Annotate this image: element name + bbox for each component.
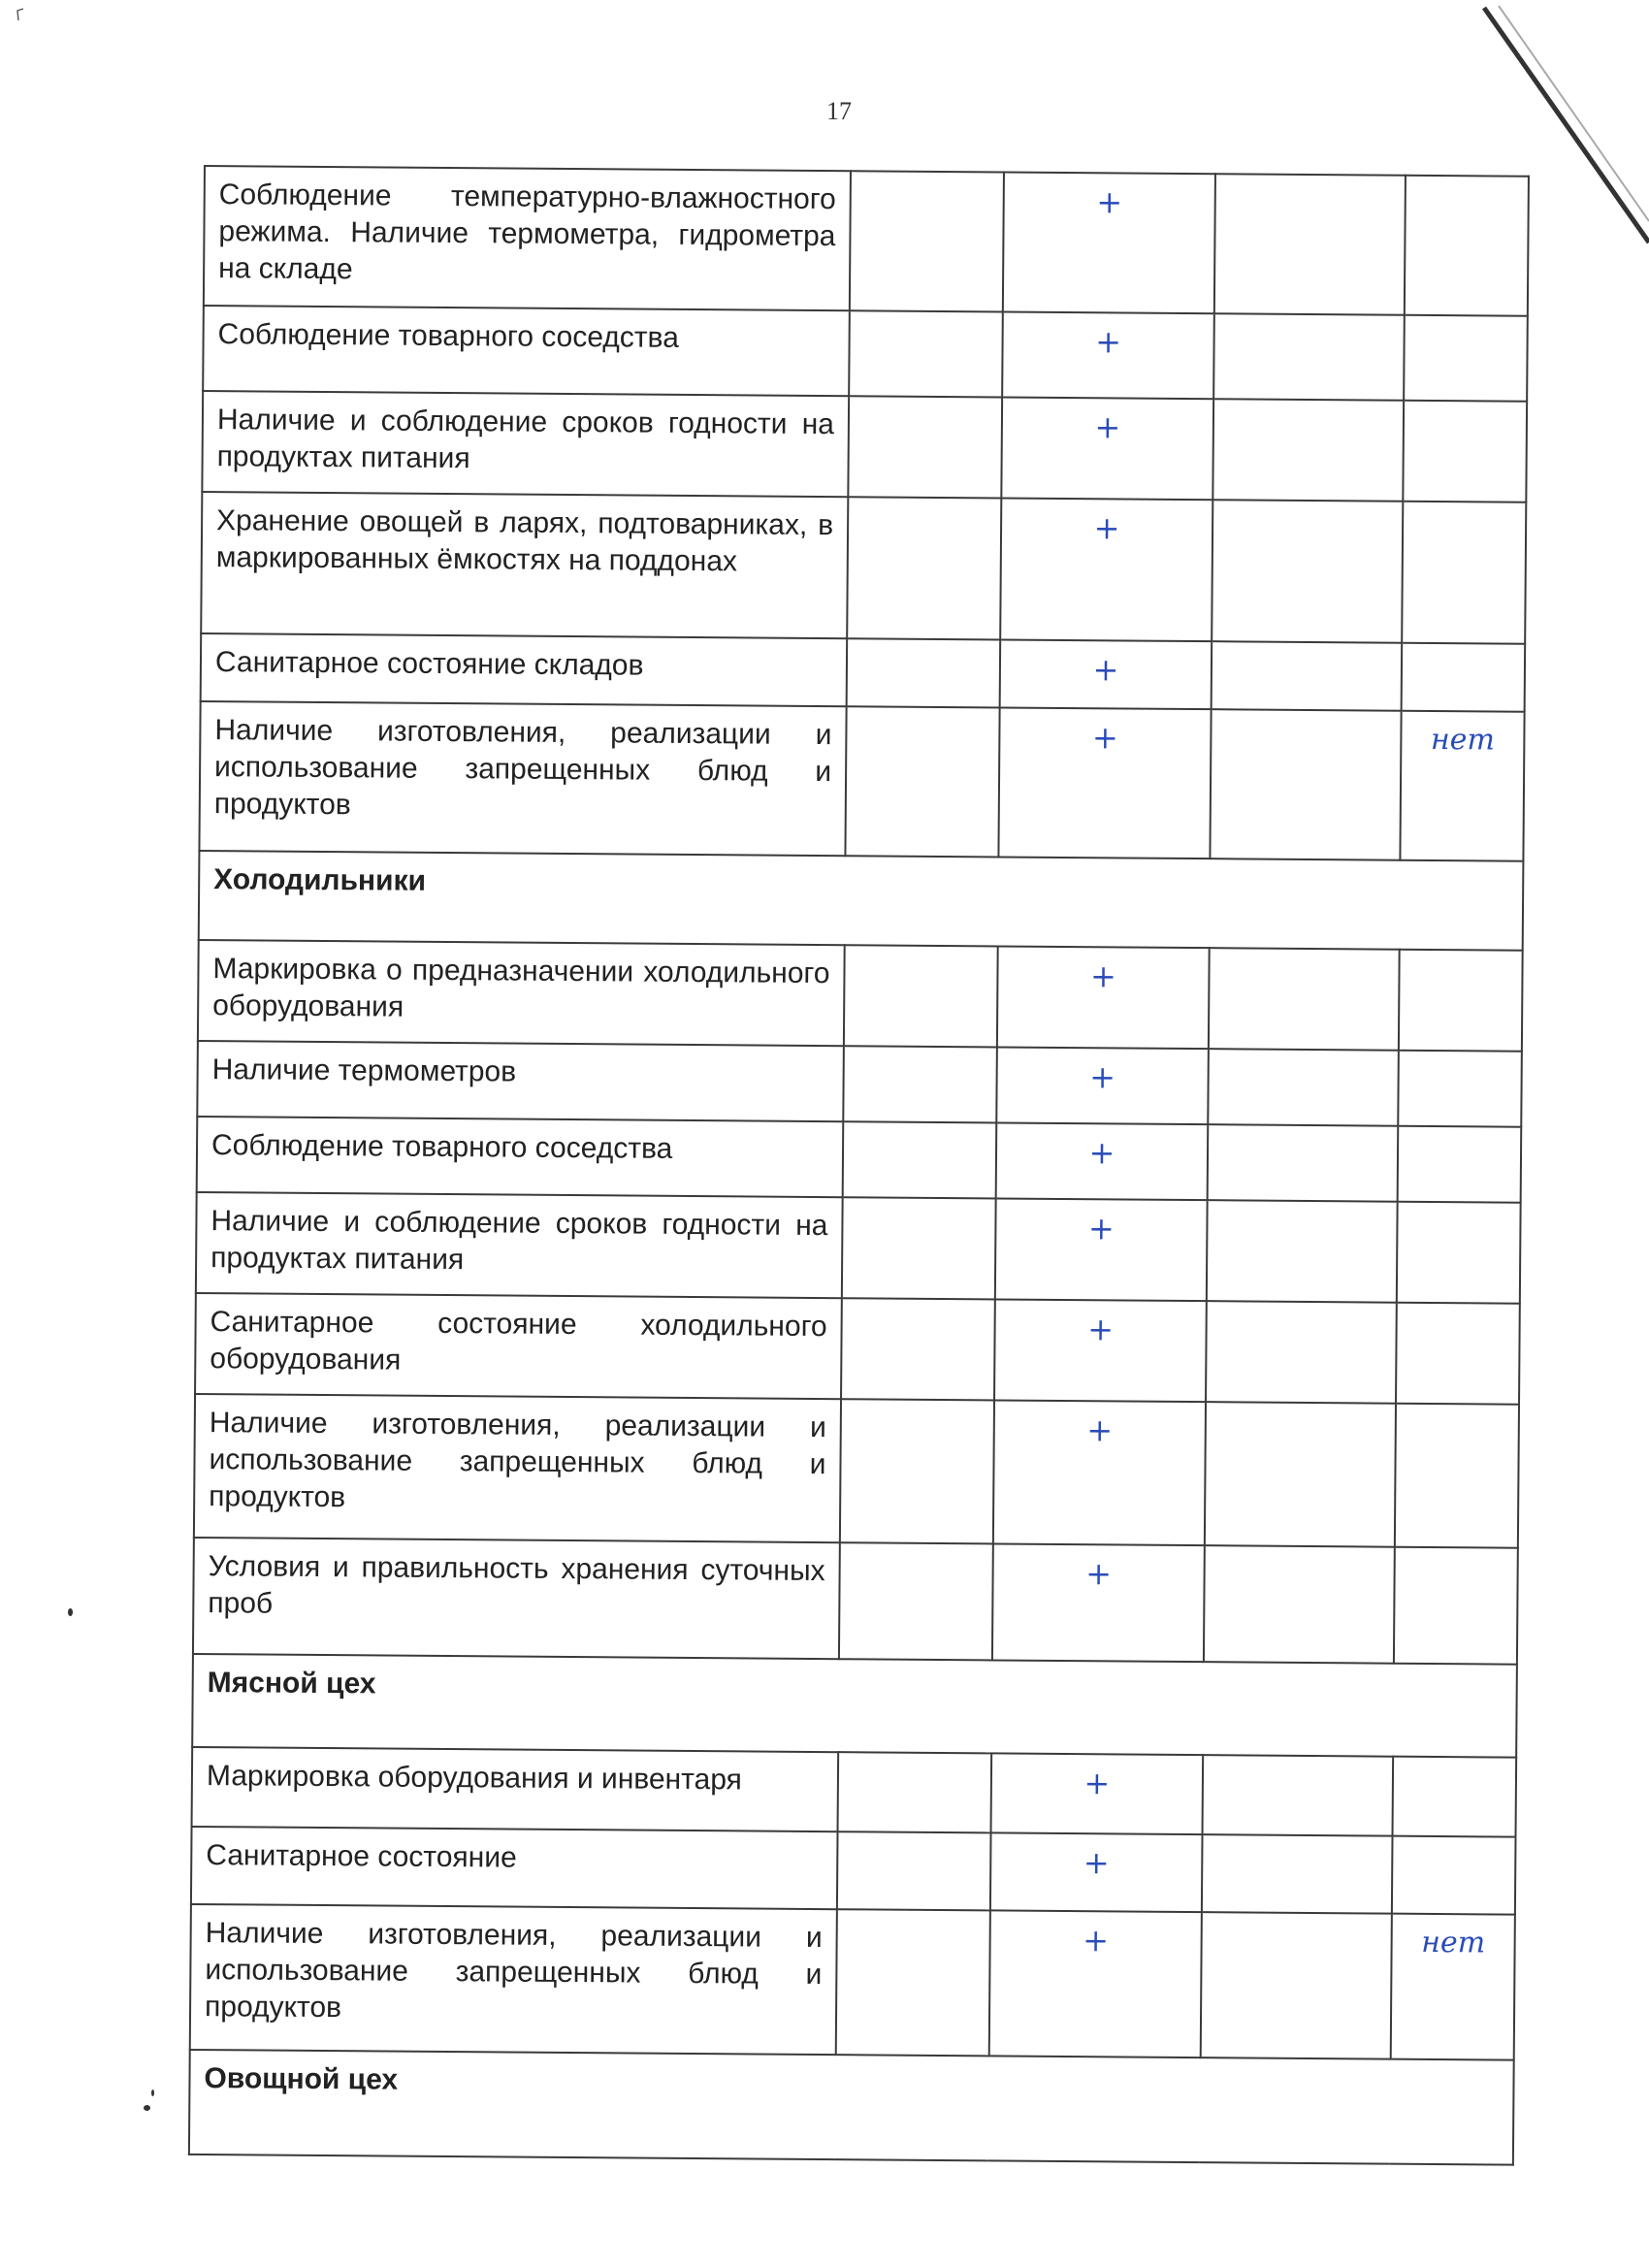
note-cell <box>1395 1404 1519 1548</box>
handwritten-mark: + <box>1083 1922 1110 1960</box>
empty-cell <box>1205 1402 1396 1547</box>
empty-cell <box>1203 1755 1394 1836</box>
section-row <box>199 851 1524 951</box>
scan-speck <box>151 2090 154 2096</box>
scan-speck <box>144 2105 150 2111</box>
criterion-cell: Условия и правильность хранения суточных проб <box>193 1538 840 1659</box>
empty-cell <box>1210 709 1401 860</box>
mark-cell <box>995 1198 1208 1301</box>
criterion-cell: Наличие термометров <box>197 1041 844 1121</box>
handwritten-mark: + <box>1087 1210 1115 1247</box>
handwritten-note: нет <box>1430 722 1496 758</box>
mark-cell <box>997 946 1210 1049</box>
empty-cell <box>843 1121 997 1198</box>
empty-cell <box>1208 1049 1399 1126</box>
mark-cell <box>1000 639 1212 709</box>
criterion-cell: Наличие изготовления, реализации и использование запрещенных блюд и продуктов <box>199 701 846 856</box>
mark-cell <box>994 1299 1207 1402</box>
mark-cell <box>1002 311 1214 399</box>
note-cell <box>1399 950 1523 1052</box>
criterion-cell: Наличие изготовления, реализации и использование запрещенных блюд и продуктов <box>190 1904 837 2055</box>
criterion-cell: Соблюдение товарного соседства <box>203 306 850 396</box>
note-cell <box>1404 315 1528 402</box>
inspection-checklist-table <box>188 165 1530 2166</box>
handwritten-mark: + <box>1085 1555 1113 1593</box>
empty-cell <box>838 1752 992 1832</box>
note-cell <box>1396 1303 1520 1405</box>
section-title: Овощной цех <box>189 2050 1514 2165</box>
table-row <box>203 306 1528 402</box>
mark-cell <box>992 1543 1205 1662</box>
note-cell <box>1403 401 1527 502</box>
empty-cell <box>841 1298 995 1400</box>
section-title: Холодильники <box>199 851 1524 951</box>
criterion-cell: Маркировка оборудования и инвентаря <box>192 1747 839 1831</box>
note-cell <box>1392 1836 1516 1915</box>
handwritten-mark: + <box>1086 1411 1114 1449</box>
empty-cell <box>1212 399 1404 502</box>
empty-cell <box>837 1831 991 1910</box>
note-cell <box>1402 502 1526 644</box>
mark-cell <box>990 1832 1203 1912</box>
section-row <box>189 2050 1514 2165</box>
table-row <box>193 1538 1518 1665</box>
empty-cell <box>840 1399 994 1543</box>
empty-cell <box>1206 1301 1397 1404</box>
table-row <box>196 1192 1521 1304</box>
table-row <box>191 1827 1516 1915</box>
mark-cell <box>993 1400 1206 1545</box>
handwritten-mark: + <box>1083 1765 1111 1802</box>
handwritten-mark: + <box>1092 651 1119 689</box>
empty-cell <box>847 497 1001 639</box>
note-cell <box>1398 1051 1522 1127</box>
note-cell <box>1405 176 1529 316</box>
table-row <box>197 1041 1522 1127</box>
note-cell <box>1397 1202 1521 1304</box>
table-row <box>195 1293 1520 1405</box>
mark-cell <box>1000 498 1212 641</box>
empty-cell <box>1212 641 1403 711</box>
empty-cell <box>1204 1545 1395 1664</box>
criterion-cell: Соблюдение товарного соседства <box>197 1117 844 1197</box>
empty-cell <box>1207 1200 1398 1303</box>
mark-cell <box>989 1910 1202 2057</box>
handwritten-mark: + <box>1083 1844 1110 1882</box>
handwritten-mark: + <box>1091 719 1118 757</box>
handwritten-note: нет <box>1421 1925 1486 1960</box>
criterion-cell: Наличие изготовления, реализации и использование запрещенных блюд и продуктов <box>194 1394 841 1542</box>
empty-cell <box>1213 313 1405 401</box>
handwritten-mark: + <box>1096 183 1123 221</box>
criterion-cell: Соблюдение температурно-влажностного режима. Наличие термометра, гидрометра на складе <box>204 166 851 310</box>
mark-cell <box>996 1047 1209 1124</box>
table-row <box>199 701 1524 861</box>
empty-cell <box>845 706 999 857</box>
criterion-cell: Наличие и соблюдение сроков годности на продуктах питания <box>196 1192 843 1298</box>
page-number: 17 <box>826 97 852 125</box>
criterion-cell: Санитарное состояние складов <box>201 633 848 706</box>
handwritten-mark: + <box>1095 323 1122 361</box>
empty-cell <box>1201 1912 1392 2059</box>
empty-cell <box>847 638 1001 707</box>
handwritten-mark: + <box>1093 509 1120 547</box>
note-cell <box>1400 711 1524 861</box>
criterion-cell: Санитарное состояние <box>191 1827 838 1909</box>
empty-cell <box>843 1046 997 1122</box>
table-row <box>192 1747 1517 1837</box>
empty-cell <box>849 310 1003 397</box>
criterion-cell: Маркировка о предназначении холодильного оборудования <box>198 940 845 1046</box>
table-row <box>201 633 1526 712</box>
empty-cell <box>1212 500 1403 643</box>
empty-cell <box>1209 948 1400 1051</box>
empty-cell <box>842 1197 996 1299</box>
table-row <box>202 391 1527 502</box>
mark-cell <box>998 707 1211 859</box>
table-row <box>197 1117 1522 1203</box>
table-row <box>201 492 1526 644</box>
section-title: Мясной цех <box>192 1654 1517 1758</box>
mark-cell <box>1001 397 1213 500</box>
handwritten-mark: + <box>1087 1311 1115 1348</box>
note-cell <box>1394 1547 1518 1665</box>
note-cell <box>1398 1126 1522 1203</box>
handwritten-mark: + <box>1094 408 1121 446</box>
criterion-cell: Санитарное состояние холодильного оборудования <box>195 1293 842 1399</box>
section-row <box>192 1654 1517 1758</box>
empty-cell <box>850 171 1004 311</box>
scan-corner-mark <box>16 8 25 21</box>
table-row <box>198 940 1523 1052</box>
handwritten-mark: + <box>1089 1058 1116 1096</box>
criterion-cell: Хранение овощей в ларях, подтоварниках, в маркированных ёмкостях на поддонах <box>201 492 848 638</box>
mark-cell <box>991 1753 1204 1834</box>
empty-cell <box>1202 1834 1393 1914</box>
note-cell <box>1402 643 1526 712</box>
handwritten-mark: + <box>1089 957 1117 995</box>
criterion-cell: Наличие и соблюдение сроков годности на продуктах питания <box>202 391 849 497</box>
empty-cell <box>836 1909 990 2056</box>
handwritten-mark: + <box>1088 1134 1116 1172</box>
empty-cell <box>844 945 998 1047</box>
empty-cell <box>1214 174 1406 315</box>
table-row <box>194 1394 1519 1548</box>
table-row <box>204 166 1529 316</box>
empty-cell <box>1208 1124 1399 1202</box>
mark-cell <box>996 1122 1209 1200</box>
empty-cell <box>839 1542 993 1660</box>
mark-cell <box>1003 172 1215 313</box>
table-row <box>190 1904 1515 2060</box>
scan-speck <box>68 1608 73 1616</box>
empty-cell <box>848 396 1002 498</box>
note-cell <box>1393 1757 1517 1837</box>
note-cell <box>1391 1914 1515 2060</box>
